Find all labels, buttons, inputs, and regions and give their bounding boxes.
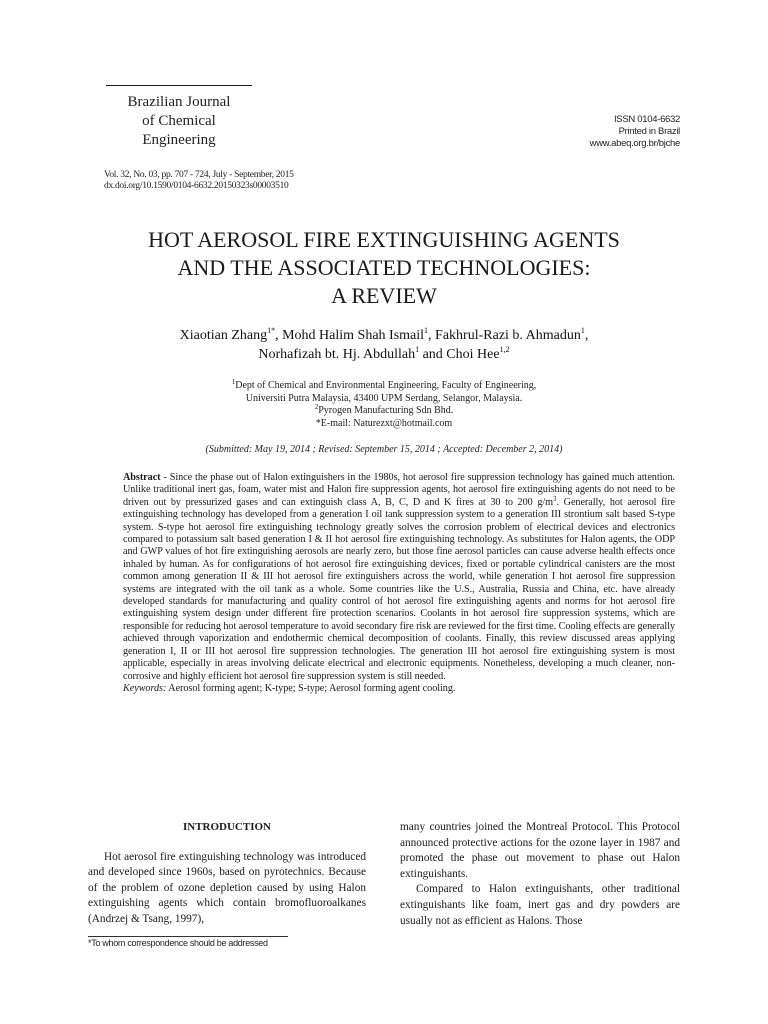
- abstract-body: [123, 472, 675, 683]
- doi-link[interactable]: dx.doi.org/10.1590/0104-6632.20150323s00003510: [104, 181, 289, 191]
- affiliation-superscript: 2: [314, 403, 319, 411]
- author-superscript: 1: [580, 326, 585, 335]
- author-line-1: [100, 326, 668, 345]
- intro-paragraph-2: many countries joined the Montreal Protocol. This Protocol announced protective actions for the ozone layer in 1987 and promoted the phase out movement to phase out Halon extinguishants.: [400, 821, 680, 880]
- abstract: [123, 472, 675, 695]
- affiliation-text: Dept of Chemical and Environmental Engineering, Faculty of Engineering,: [235, 380, 537, 391]
- abstract-label: Abstract: [123, 472, 161, 483]
- journal-website[interactable]: www.abeq.org.br/bjche: [589, 138, 680, 149]
- intro-paragraph-3: Compared to Halon extinguishants, other traditional extinguishants like foam, inert gas and dry powders are usually not as efficient as Halons. Those: [400, 883, 680, 927]
- left-column: [88, 820, 366, 928]
- affiliation-1-line-2: Universiti Putra Malaysia, 43400 UPM Serdang, Selangor, Malaysia.: [245, 392, 523, 404]
- affiliation-text: Pyrogen Manufacturing Sdn Bhd.: [318, 405, 454, 416]
- author-name: Norhafizah bt. Hj. Abdullah: [258, 347, 416, 362]
- journal-name-line-3: Engineering: [142, 132, 216, 148]
- journal-name-line-1: Brazilian Journal: [127, 94, 231, 110]
- title-line-2: AND THE ASSOCIATED TECHNOLOGIES:: [177, 255, 591, 280]
- affiliation-1-line-1: [120, 380, 648, 393]
- author-superscript: 1,2: [499, 345, 510, 354]
- author-name: Xiaotian Zhang: [179, 328, 268, 343]
- affiliation-superscript: 1: [231, 378, 236, 386]
- right-column: [400, 820, 680, 929]
- title-line-1: HOT AEROSOL FIRE EXTINGUISHING AGENTS: [148, 227, 620, 252]
- abstract-text-b: . Generally, hot aerosol fire extinguishing technology has developed from a generation I oil tank suppression system to a generation III strontium salt based S-type system. S-type hot aerosol fire extinguishing technology greatly solves the corrosion problem of electrical devices and electronics compared to potassium salt based generation I & II hot aerosol fire extinguishing technology. As substitutes for Halon agents, the ODP and GWP values of hot fire extinguishing aerosols are nearly zero, but those fine aerosol particles can cause adverse health effects once inhaled by human. As for configurations of hot aerosol fire extinguishing devices, fixed or portable cylindrical canisters are the most common among generation II & III hot aerosol fire extinguishers across the world, while generation I hot aerosol fire suppression systems are integrated with the oil tank as a whole. Some countries like the U.S., Australia, Russia and China, etc. have already developed standards for manufacturing and quality control of hot aerosol fire extinguishing agents and norms for hot aerosol fire extinguishing system design under different fire protection scenarios. Coolants in hot aerosol fire suppression systems, which are responsible for reducing hot aerosol temperature to avoid secondary fire risk are reviewed for the first time. Cooling effects are generally achieved through vaporization and endothermic chemical decomposition of coolants. Finally, this review discussed areas applying generation I, II or III hot aerosol fire suppression technologies. The generation III hot aerosol fire extinguishing system is most applicable, especially in areas involving delicate electrical and electronic equipments. Nonetheless, developing a much cleaner, non-corrosive and highly efficient hot aerosol fire suppression system is still needed.: [123, 496, 675, 682]
- author-list: [100, 326, 668, 364]
- abstract-superscript: 3: [553, 494, 557, 503]
- author-name: , Fakhrul-Razi b. Ahmadun: [428, 328, 581, 343]
- affiliation-2: [120, 405, 648, 418]
- citation-info: [104, 170, 404, 192]
- author-name: , Mohd Halim Shah Ismail: [275, 328, 425, 343]
- printed-in: Printed in Brazil: [618, 126, 680, 137]
- keywords-label: Keywords:: [123, 682, 167, 694]
- keywords-text: Aerosol forming agent; K-type; S-type; Aerosol forming agent cooling.: [166, 682, 456, 694]
- submission-dates: (Submitted: May 19, 2014 ; Revised: September 15, 2014 ; Accepted: December 2, 2014): [205, 444, 563, 455]
- author-name: and Choi Hee: [419, 347, 500, 362]
- affiliations: [120, 380, 648, 430]
- introduction-heading: INTRODUCTION: [182, 821, 271, 833]
- volume-info: Vol. 32, No. 03, pp. 707 - 724, July - September, 2015: [104, 170, 294, 180]
- author-superscript: 1: [424, 326, 429, 335]
- paper-title: [80, 226, 688, 310]
- publication-info: [580, 114, 680, 150]
- footnote-divider: [88, 936, 288, 937]
- author-line-2: [100, 345, 668, 364]
- corresponding-email[interactable]: *E-mail: Naturezxt@hotmail.com: [315, 417, 453, 429]
- author-separator: ,: [584, 328, 589, 343]
- journal-name-box: [106, 85, 252, 157]
- issn: ISSN 0104-6632: [613, 114, 680, 125]
- intro-paragraph-1: Hot aerosol fire extinguishing technology was introduced and developed since 1960s, based on pyrotechnics. Because of the problem of ozone depletion caused by using Halon extinguishing agents which contain bromofluoroalkanes (Andrzej & Tsang, 1997),: [88, 850, 366, 925]
- author-superscript: 1*: [267, 326, 276, 335]
- keywords: [123, 683, 675, 695]
- title-line-3: A REVIEW: [331, 283, 437, 308]
- journal-name-line-2: of Chemical: [142, 113, 216, 129]
- footnote: *To whom correspondence should be addressed: [88, 938, 268, 948]
- author-superscript: 1: [415, 345, 420, 354]
- abstract-text-a: - Since the phase out of Halon extinguishers in the 1980s, hot aerosol fire suppression technology has gained much attention. Unlike traditional inert gas, foam, water mist and Halon fire suppression agents, hot aerosol fire extinguishing agents do not need to be driven out by pressurized gases and can extinguish class A, B, C, D and K fires at 30 to 200 g/m: [123, 472, 675, 508]
